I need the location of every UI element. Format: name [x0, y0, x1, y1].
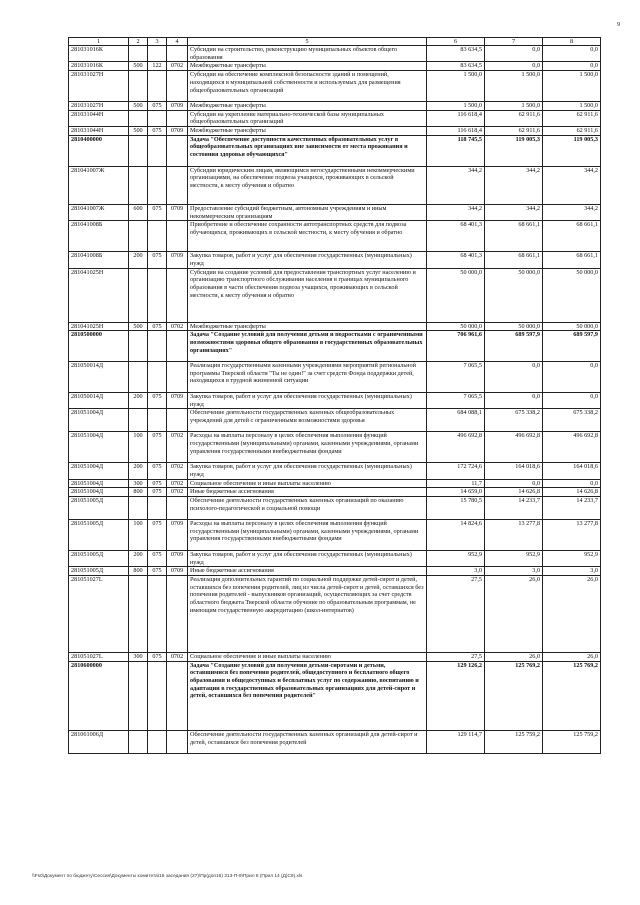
rz-pr-cell	[167, 575, 188, 652]
amount-col7-cell: 496 692,8	[485, 432, 543, 463]
description-cell: Задача "Обеспечение доступности качественных образовательных услуг в общеобразовательных организациях вне зависимости от места проживания и состояния здоровья обучающихся"	[188, 135, 427, 166]
header-cell-6: 6	[427, 38, 485, 46]
amount-col6-cell: 14 824,6	[427, 520, 485, 551]
amount-col6-cell: 129 114,7	[427, 730, 485, 753]
rz-pr-cell	[167, 166, 188, 205]
code-cell: 281031027Н	[69, 101, 129, 110]
amount-col7-cell: 119 005,3	[485, 135, 543, 166]
kvr-cell	[129, 575, 148, 652]
table-row	[69, 520, 601, 551]
amount-col6-cell: 496 692,8	[427, 432, 485, 463]
code-cell: 281041025Н	[69, 268, 129, 322]
rz-pr-cell	[167, 110, 188, 126]
code-cell: 281051005Д	[69, 567, 129, 576]
amount-col7-cell: 0,0	[485, 62, 543, 71]
description-cell: Субсидии на строительство, реконструкцию муниципальных объектов общего образования	[188, 46, 427, 62]
ved-cell	[148, 166, 167, 205]
amount-col6-cell: 83 634,5	[427, 62, 485, 71]
ved-cell: 075	[148, 127, 167, 136]
kvr-cell: 100	[129, 432, 148, 463]
amount-col7-cell: 62 911,6	[485, 110, 543, 126]
ved-cell: 075	[148, 432, 167, 463]
page-number: 9	[617, 22, 620, 28]
rz-pr-cell	[167, 362, 188, 393]
header-cell-5: 5	[188, 38, 427, 46]
amount-col7-cell: 0,0	[485, 362, 543, 393]
kvr-cell: 200	[129, 550, 148, 566]
amount-col7-cell: 125 759,2	[485, 730, 543, 753]
ved-cell: 075	[148, 463, 167, 479]
amount-col6-cell: 952,9	[427, 550, 485, 566]
amount-col6-cell: 118 745,5	[427, 135, 485, 166]
description-cell: Межбюджетные трансферты	[188, 101, 427, 110]
code-cell: 281041025Н	[69, 322, 129, 331]
amount-col7-cell: 3,0	[485, 567, 543, 576]
ved-cell: 075	[148, 392, 167, 408]
amount-col8-cell: 496 692,8	[543, 432, 601, 463]
rz-pr-cell: 0702	[167, 479, 188, 488]
amount-col8-cell: 50 000,0	[543, 268, 601, 322]
code-cell: 2810400000	[69, 135, 129, 166]
rz-pr-cell: 0702	[167, 463, 188, 479]
amount-col8-cell: 344,2	[543, 166, 601, 205]
amount-col8-cell: 0,0	[543, 392, 601, 408]
ved-cell: 075	[148, 479, 167, 488]
amount-col7-cell: 1 500,0	[485, 71, 543, 102]
amount-col6-cell: 684 088,1	[427, 409, 485, 432]
kvr-cell	[129, 362, 148, 393]
kvr-cell: 500	[129, 127, 148, 136]
amount-col8-cell: 68 661,1	[543, 252, 601, 268]
description-cell: Межбюджетные трансферты	[188, 127, 427, 136]
amount-col6-cell: 116 618,4	[427, 127, 485, 136]
amount-col7-cell: 68 661,1	[485, 252, 543, 268]
description-cell: Иные бюджетные ассигнования	[188, 567, 427, 576]
amount-col8-cell: 68 661,1	[543, 221, 601, 252]
amount-col8-cell: 62 911,6	[543, 110, 601, 126]
amount-col6-cell: 129 126,2	[427, 661, 485, 730]
description-cell: Субсидии на создание условий для предоставления транспортных услуг населению и организацию транспортного обслуживания населения в границах муниципального образования в части обеспечения подвоза учащихся, проживающих в сельской местности, к месту обучения и обратно	[188, 268, 427, 322]
ved-cell	[148, 661, 167, 730]
amount-col7-cell: 62 911,6	[485, 127, 543, 136]
amount-col7-cell: 0,0	[485, 479, 543, 488]
rz-pr-cell: 0709	[167, 520, 188, 551]
kvr-cell	[129, 221, 148, 252]
amount-col6-cell: 172 724,6	[427, 463, 485, 479]
rz-pr-cell	[167, 71, 188, 102]
table-row	[69, 652, 601, 661]
kvr-cell: 100	[129, 520, 148, 551]
table-row	[69, 127, 601, 136]
table-row	[69, 550, 601, 566]
table-row	[69, 322, 601, 331]
ved-cell	[148, 71, 167, 102]
amount-col8-cell: 675 338,2	[543, 409, 601, 432]
description-cell: Задача "Создание условий для получения детьми-сиротами и детьми, оставшимися без попечения родителей, общедоступного и бесплатного общего образования и общедоступных и бесплатных услуг по содержанию, воспитанию и адаптации в государственных образовательных организациях для детей-сирот и детей, оставшихся без попечения родителей"	[188, 661, 427, 730]
ved-cell	[148, 135, 167, 166]
amount-col7-cell: 50 000,0	[485, 322, 543, 331]
code-cell: 281051004Д	[69, 479, 129, 488]
amount-col8-cell: 119 005,3	[543, 135, 601, 166]
amount-col6-cell: 1 500,0	[427, 71, 485, 102]
amount-col8-cell: 14 626,8	[543, 488, 601, 497]
header-cell-2: 2	[129, 38, 148, 46]
kvr-cell: 500	[129, 101, 148, 110]
rz-pr-cell: 0709	[167, 252, 188, 268]
amount-col7-cell: 50 000,0	[485, 268, 543, 322]
code-cell: 281041008Б	[69, 221, 129, 252]
amount-col7-cell: 26,0	[485, 652, 543, 661]
rz-pr-cell: 0709	[167, 101, 188, 110]
table-row	[69, 101, 601, 110]
amount-col8-cell: 26,0	[543, 575, 601, 652]
kvr-cell: 200	[129, 392, 148, 408]
amount-col8-cell: 0,0	[543, 479, 601, 488]
kvr-cell	[129, 110, 148, 126]
amount-col7-cell: 0,0	[485, 46, 543, 62]
code-cell: 281031044Н	[69, 127, 129, 136]
ved-cell: 075	[148, 488, 167, 497]
kvr-cell: 600	[129, 205, 148, 221]
amount-col6-cell: 83 634,5	[427, 46, 485, 62]
rz-pr-cell	[167, 730, 188, 753]
code-cell: 281050014Д	[69, 392, 129, 408]
table-row	[69, 268, 601, 322]
kvr-cell: 300	[129, 479, 148, 488]
description-cell: Обеспечение деятельности государственных казенных организаций по оказанию психолого-педагогической и социальной помощи	[188, 496, 427, 519]
code-cell: 281051005Д	[69, 496, 129, 519]
header-cell-7: 7	[485, 38, 543, 46]
amount-col6-cell: 1 500,0	[427, 101, 485, 110]
code-cell: 281051005Д	[69, 520, 129, 551]
amount-col7-cell: 344,2	[485, 166, 543, 205]
description-cell: Расходы на выплаты персоналу в целях обеспечения выполнения функций государственными (муниципальными) органами, казенными учреждениями, органами управления государственными внебюджетными фондами	[188, 432, 427, 463]
description-cell: Предоставление субсидий бюджетным, автономным учреждениям и иным некоммерческим организациям	[188, 205, 427, 221]
amount-col8-cell: 689 597,9	[543, 331, 601, 362]
kvr-cell	[129, 730, 148, 753]
rz-pr-cell: 0702	[167, 432, 188, 463]
amount-col7-cell: 125 769,2	[485, 661, 543, 730]
code-cell: 2810500000	[69, 331, 129, 362]
description-cell: Закупка товаров, работ и услуг для обеспечения государственных (муниципальных) нужд	[188, 252, 427, 268]
code-cell: 281031016К	[69, 46, 129, 62]
header-cell-4: 4	[167, 38, 188, 46]
kvr-cell	[129, 268, 148, 322]
kvr-cell: 300	[129, 652, 148, 661]
amount-col6-cell: 3,0	[427, 567, 485, 576]
rz-pr-cell	[167, 496, 188, 519]
rz-pr-cell	[167, 268, 188, 322]
budget-table	[68, 37, 601, 754]
amount-col8-cell: 164 018,6	[543, 463, 601, 479]
table-row	[69, 730, 601, 753]
kvr-cell: 200	[129, 252, 148, 268]
description-cell: Субсидии на обеспечение комплексной безопасности зданий и помещений, находящихся в муниципальной собственности и используемых для размещения общеобразовательных организаций	[188, 71, 427, 102]
ved-cell: 075	[148, 520, 167, 551]
kvr-cell: 500	[129, 62, 148, 71]
amount-col7-cell: 68 661,1	[485, 221, 543, 252]
description-cell: Межбюджетные трансферты	[188, 62, 427, 71]
table-row	[69, 432, 601, 463]
description-cell: Обеспечение деятельности государственных казенных общеобразовательных учреждений для детей с ограниченными возможностями здоровья	[188, 409, 427, 432]
amount-col6-cell: 344,2	[427, 205, 485, 221]
code-cell: 281051004Д	[69, 488, 129, 497]
description-cell: Закупка товаров, работ и услуг для обеспечения государственных (муниципальных) нужд	[188, 392, 427, 408]
amount-col8-cell: 0,0	[543, 46, 601, 62]
amount-col7-cell: 675 338,2	[485, 409, 543, 432]
ved-cell: 075	[148, 252, 167, 268]
table-row	[69, 392, 601, 408]
amount-col6-cell: 15 780,5	[427, 496, 485, 519]
kvr-cell	[129, 166, 148, 205]
description-cell: Реализация дополнительных гарантий по социальной поддержке детей-сирот и детей, оставшихся без попечения родителей, лиц из числа детей-сирот и детей, оставшихся без попечения родителей - выпускников организаций, осуществляющих за счет средств областного бюджета Тверской области обучение по образовательным программам, не имеющим государственную аккредитацию (школ-интернатов)	[188, 575, 427, 652]
header-cell-1: 1	[69, 38, 129, 46]
amount-col8-cell: 3,0	[543, 567, 601, 576]
rz-pr-cell	[167, 661, 188, 730]
rz-pr-cell	[167, 46, 188, 62]
kvr-cell: 800	[129, 567, 148, 576]
amount-col6-cell: 344,2	[427, 166, 485, 205]
ved-cell: 075	[148, 101, 167, 110]
table-row	[69, 409, 601, 432]
ved-cell: 075	[148, 205, 167, 221]
amount-col7-cell: 13 277,8	[485, 520, 543, 551]
kvr-cell	[129, 496, 148, 519]
ved-cell	[148, 409, 167, 432]
amount-col6-cell: 50 000,0	[427, 322, 485, 331]
table-row	[69, 110, 601, 126]
table-row	[69, 166, 601, 205]
rz-pr-cell	[167, 331, 188, 362]
rz-pr-cell: 0702	[167, 62, 188, 71]
code-cell: 281051005Д	[69, 550, 129, 566]
rz-pr-cell: 0702	[167, 652, 188, 661]
amount-col7-cell: 14 233,7	[485, 496, 543, 519]
amount-col8-cell: 1 500,0	[543, 71, 601, 102]
ved-cell	[148, 362, 167, 393]
kvr-cell: 500	[129, 322, 148, 331]
amount-col6-cell: 11,7	[427, 479, 485, 488]
ved-cell: 075	[148, 322, 167, 331]
code-cell: 281031027Н	[69, 71, 129, 102]
kvr-cell: 200	[129, 463, 148, 479]
amount-col6-cell: 7 065,5	[427, 362, 485, 393]
table-row	[69, 496, 601, 519]
code-cell: 281041008Б	[69, 252, 129, 268]
code-cell: 281051004Д	[69, 463, 129, 479]
amount-col8-cell: 13 277,8	[543, 520, 601, 551]
description-cell: Субсидии на укрепление материально-технической базы муниципальных общеобразовательных организаций	[188, 110, 427, 126]
amount-col7-cell: 952,9	[485, 550, 543, 566]
amount-col6-cell: 27,5	[427, 652, 485, 661]
amount-col8-cell: 26,0	[543, 652, 601, 661]
code-cell: 281061006Д	[69, 730, 129, 753]
kvr-cell: 800	[129, 488, 148, 497]
rz-pr-cell: 0709	[167, 127, 188, 136]
amount-col8-cell: 1 500,0	[543, 101, 601, 110]
table-row	[69, 661, 601, 730]
amount-col7-cell: 689 597,9	[485, 331, 543, 362]
table-row	[69, 46, 601, 62]
amount-col7-cell: 344,2	[485, 205, 543, 221]
table-row	[69, 362, 601, 393]
amount-col8-cell: 50 000,0	[543, 322, 601, 331]
rz-pr-cell	[167, 409, 188, 432]
table-row	[69, 62, 601, 71]
code-cell: 281050014Д	[69, 362, 129, 393]
rz-pr-cell	[167, 221, 188, 252]
table-row	[69, 567, 601, 576]
table-row	[69, 135, 601, 166]
table-row	[69, 463, 601, 479]
code-cell: 281041007Ж	[69, 166, 129, 205]
rz-pr-cell: 0702	[167, 488, 188, 497]
code-cell: 281051004Д	[69, 409, 129, 432]
table-row	[69, 205, 601, 221]
code-cell: 2810600000	[69, 661, 129, 730]
code-cell: 281051027L	[69, 575, 129, 652]
amount-col7-cell: 164 018,6	[485, 463, 543, 479]
amount-col7-cell: 14 626,8	[485, 488, 543, 497]
amount-col6-cell: 50 000,0	[427, 268, 485, 322]
description-cell: Задача "Создание условий для получения детьми и подростками с ограниченными возможностями здоровья общего образования в государственных образовательных организациях"	[188, 331, 427, 362]
description-cell: Расходы на выплаты персоналу в целях обеспечения выполнения функций государственными (муниципальными) органами, казенными учреждениями, органами управления государственными внебюджетными фондами	[188, 520, 427, 551]
rz-pr-cell: 0709	[167, 550, 188, 566]
amount-col8-cell: 0,0	[543, 362, 601, 393]
description-cell: Закупка товаров, работ и услуг для обеспечения государственных (муниципальных) нужд	[188, 463, 427, 479]
amount-col6-cell: 116 618,4	[427, 110, 485, 126]
table-header-row	[69, 38, 601, 46]
amount-col7-cell: 1 500,0	[485, 101, 543, 110]
amount-col6-cell: 14 659,0	[427, 488, 485, 497]
header-cell-3: 3	[148, 38, 167, 46]
amount-col8-cell: 125 759,2	[543, 730, 601, 753]
table-row	[69, 575, 601, 652]
ved-cell	[148, 496, 167, 519]
ved-cell	[148, 221, 167, 252]
ved-cell: 122	[148, 62, 167, 71]
table-row	[69, 488, 601, 497]
description-cell: Субсидии юридическим лицам, являющимся негосударственными некоммерческими организациями, на обеспечение подвоза учащихся, проживающих в сельской местности, к месту обучения и обратно	[188, 166, 427, 205]
amount-col6-cell: 68 401,3	[427, 221, 485, 252]
description-cell: Закупка товаров, работ и услуг для обеспечения государственных (муниципальных) нужд	[188, 550, 427, 566]
kvr-cell	[129, 46, 148, 62]
description-cell: Социальное обеспечение и иные выплаты населению	[188, 479, 427, 488]
ved-cell	[148, 110, 167, 126]
rz-pr-cell: 0702	[167, 322, 188, 331]
amount-col8-cell: 14 233,7	[543, 496, 601, 519]
ved-cell: 075	[148, 550, 167, 566]
kvr-cell	[129, 71, 148, 102]
rz-pr-cell: 0709	[167, 205, 188, 221]
ved-cell: 075	[148, 652, 167, 661]
amount-col6-cell: 68 401,3	[427, 252, 485, 268]
amount-col7-cell: 26,0	[485, 575, 543, 652]
description-cell: Обеспечение деятельности государственных казенных организаций для детей-сирот и детей, оставшихся без попечения родителей	[188, 730, 427, 753]
rz-pr-cell: 0709	[167, 392, 188, 408]
kvr-cell	[129, 331, 148, 362]
amount-col8-cell: 62 911,6	[543, 127, 601, 136]
description-cell: Социальное обеспечение и иные выплаты населению	[188, 652, 427, 661]
table-row	[69, 71, 601, 102]
kvr-cell	[129, 135, 148, 166]
amount-col8-cell: 0,0	[543, 62, 601, 71]
table-row	[69, 252, 601, 268]
rz-pr-cell	[167, 135, 188, 166]
amount-col8-cell: 952,9	[543, 550, 601, 566]
amount-col6-cell: 706 961,6	[427, 331, 485, 362]
description-cell: Иные бюджетные ассигнования	[188, 488, 427, 497]
description-cell: Реализация государственными казенными учреждениями мероприятий региональной программы Тверской области "Ты не один!" за счет средств Фонда поддержки детей, находящихся в трудной жизненной ситуации	[188, 362, 427, 393]
amount-col6-cell: 27,5	[427, 575, 485, 652]
header-cell-8: 8	[543, 38, 601, 46]
amount-col8-cell: 125 769,2	[543, 661, 601, 730]
ved-cell	[148, 46, 167, 62]
code-cell: 281031016К	[69, 62, 129, 71]
table-row	[69, 479, 601, 488]
code-cell: 281051004Д	[69, 432, 129, 463]
kvr-cell	[129, 661, 148, 730]
file-path-footer: \\Fs0\Документ по бюджету\Сессия\Документы комитета\16 заседания (27)\Пр(доп16) 313-П-9\Прил 8 (Прил 14 (Д)С9).xls	[32, 874, 303, 879]
ved-cell: 075	[148, 567, 167, 576]
description-cell: Межбюджетные трансферты	[188, 322, 427, 331]
ved-cell	[148, 575, 167, 652]
ved-cell	[148, 268, 167, 322]
amount-col8-cell: 344,2	[543, 205, 601, 221]
code-cell: 281041007Ж	[69, 205, 129, 221]
rz-pr-cell: 0709	[167, 567, 188, 576]
amount-col6-cell: 7 065,5	[427, 392, 485, 408]
code-cell: 281031044Н	[69, 110, 129, 126]
table-row	[69, 331, 601, 362]
table-row	[69, 221, 601, 252]
description-cell: Приобретение и обеспечение сохранности автотранспортных средств для подвоза обучающихся, проживающих в сельской местности, к месту обучения и обратно	[188, 221, 427, 252]
ved-cell	[148, 331, 167, 362]
amount-col7-cell: 0,0	[485, 392, 543, 408]
ved-cell	[148, 730, 167, 753]
kvr-cell	[129, 409, 148, 432]
code-cell: 281051027L	[69, 652, 129, 661]
